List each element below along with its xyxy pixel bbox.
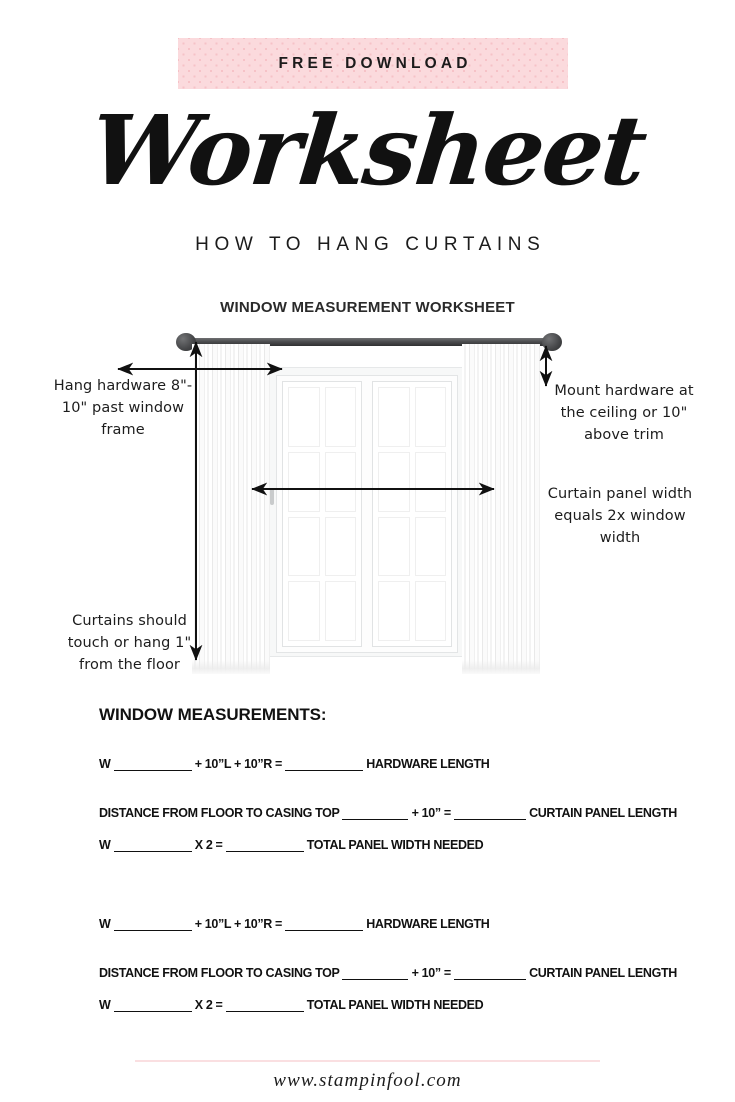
window-sash-left [282,381,362,647]
annotation-hang-hardware: Hang hardware 8"- 10" past window frame [53,378,193,438]
window-pane [325,517,357,577]
form-line-curtain-panel-length-2 [99,966,677,980]
input-blank-distance[interactable] [342,966,408,980]
measurements-heading: WINDOW MEASUREMENTS: [99,705,327,724]
window-pane [415,581,447,641]
window-pane [415,517,447,577]
form-mid: X 2 = [194,998,223,1012]
input-blank-distance[interactable] [342,806,408,820]
window-pane [325,452,357,512]
curtain-panel-left [192,344,270,674]
form-line-total-panel-width-2 [99,998,483,1012]
window-pane [378,581,410,641]
window-sash-right [372,381,452,647]
form-line-total-panel-width-1 [99,838,483,852]
input-blank-result[interactable] [454,806,526,820]
form-line-curtain-panel-length-1 [99,806,677,820]
form-prefix: W [99,838,111,852]
form-prefix: DISTANCE FROM FLOOR TO CASING TOP [99,806,340,820]
form-mid: + 10”L + 10”R = [194,757,282,771]
window-pane [288,452,320,512]
page-subtitle: HOW TO HANG CURTAINS [195,234,546,255]
window-pane [288,387,320,447]
curtain-panel-right [462,344,540,674]
input-blank-width[interactable] [114,838,192,852]
form-suffix: HARDWARE LENGTH [366,917,490,931]
window-pane [288,581,320,641]
window-pane [288,517,320,577]
footer-divider [135,1060,600,1062]
window-pane [415,387,447,447]
window-pane [378,452,410,512]
annotation-mount-hardware: Mount hardware at the ceiling or 10" above trim [554,383,694,443]
window-pane [378,517,410,577]
free-download-banner [178,38,568,89]
form-line-hardware-length-2 [99,917,489,931]
page-title: Worksheet [84,94,651,207]
input-blank-width[interactable] [114,917,192,931]
input-blank-result[interactable] [226,838,304,852]
window-pane [378,387,410,447]
form-suffix: CURTAIN PANEL LENGTH [529,806,677,820]
form-prefix: W [99,917,111,931]
input-blank-width[interactable] [114,757,192,771]
input-blank-width[interactable] [114,998,192,1012]
form-line-hardware-length-1 [99,757,489,771]
free-download-label: FREE DOWNLOAD [278,54,472,72]
window-curtain-illustration [0,320,735,680]
window-pane [325,581,357,641]
form-suffix: HARDWARE LENGTH [366,757,490,771]
form-prefix: W [99,998,111,1012]
rod-finial-right-icon [542,333,562,351]
form-mid: X 2 = [194,838,223,852]
curtain-hem-right [462,660,540,674]
input-blank-result[interactable] [285,917,363,931]
annotation-panel-width: Curtain panel width equals 2x window width [547,486,693,546]
curtain-hem-left [192,660,270,674]
form-suffix: TOTAL PANEL WIDTH NEEDED [306,998,484,1012]
form-prefix: DISTANCE FROM FLOOR TO CASING TOP [99,966,340,980]
form-suffix: TOTAL PANEL WIDTH NEEDED [306,838,484,852]
annotation-floor-gap: Curtains should touch or hang 1" from the floor [67,613,192,673]
input-blank-result[interactable] [226,998,304,1012]
form-mid: + 10” = [411,806,451,820]
form-mid: + 10” = [411,966,451,980]
form-suffix: CURTAIN PANEL LENGTH [529,966,677,980]
form-mid: + 10”L + 10”R = [194,917,282,931]
footer-url: www.stampinfool.com [273,1070,462,1091]
input-blank-result[interactable] [285,757,363,771]
form-prefix: W [99,757,111,771]
input-blank-result[interactable] [454,966,526,980]
sash-handle-left [270,488,274,505]
window-pane [415,452,447,512]
diagram-heading: WINDOW MEASUREMENT WORKSHEET [220,299,515,316]
window-pane [325,387,357,447]
window-frame [276,375,458,653]
